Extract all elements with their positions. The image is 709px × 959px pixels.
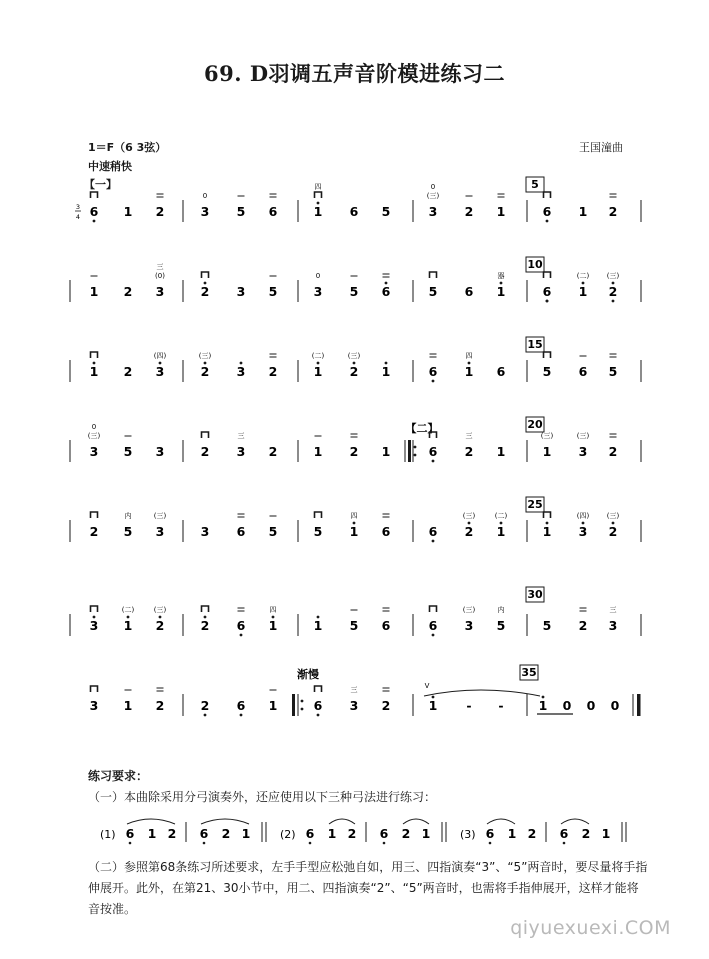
measure-number-box bbox=[526, 177, 544, 192]
note-digit: 3 bbox=[155, 284, 165, 299]
pattern-note: 1 bbox=[421, 826, 431, 841]
measure-number: 35 bbox=[521, 666, 537, 679]
note-digit: 2 bbox=[464, 204, 474, 219]
measure-number-box bbox=[526, 417, 544, 432]
pattern-note: 2 bbox=[401, 826, 411, 841]
pattern-label: (3) bbox=[460, 828, 476, 841]
fingering-mark: (三) bbox=[606, 512, 620, 520]
fingering-mark: (二) bbox=[121, 606, 135, 614]
fingering-mark: (三) bbox=[540, 432, 554, 440]
note-digit: 5 bbox=[381, 204, 391, 219]
fingering-mark: (三) bbox=[87, 432, 101, 440]
octave-dot bbox=[546, 522, 549, 525]
octave-dot bbox=[93, 616, 96, 619]
pattern-label: (2) bbox=[280, 828, 296, 841]
octave-dot bbox=[301, 708, 304, 711]
fingering-mark: (二) bbox=[494, 512, 508, 520]
note-digit: 1 bbox=[123, 618, 133, 633]
note-digit: 2 bbox=[608, 204, 618, 219]
octave-dot bbox=[468, 522, 471, 525]
measure-number-box bbox=[526, 257, 544, 272]
note-digit: 2 bbox=[349, 364, 359, 379]
down-bow-mark bbox=[544, 272, 551, 278]
pattern-note: 1 bbox=[507, 826, 517, 841]
note-digit: 5 bbox=[496, 618, 506, 633]
fingering-mark: 三 bbox=[237, 432, 245, 440]
down-bow-mark bbox=[430, 272, 437, 278]
note-digit: 1 bbox=[542, 524, 552, 539]
note-digit: 1 bbox=[496, 524, 506, 539]
note-digit: 2 bbox=[608, 524, 618, 539]
final-barline bbox=[637, 694, 641, 716]
note-digit: 6 bbox=[236, 618, 246, 633]
fingering-mark: (三) bbox=[198, 352, 212, 360]
note-digit: 0 bbox=[586, 698, 596, 713]
note-digit: 3 bbox=[608, 618, 618, 633]
pattern-note: 2 bbox=[167, 826, 177, 841]
note-digit: 1 bbox=[313, 204, 323, 219]
octave-dot bbox=[612, 300, 615, 303]
pattern-note: 2 bbox=[347, 826, 357, 841]
octave-dot bbox=[500, 282, 503, 285]
octave-dot bbox=[500, 522, 503, 525]
octave-dot bbox=[353, 522, 356, 525]
down-bow-mark bbox=[91, 606, 98, 612]
fingering-mark: 四 bbox=[350, 512, 358, 520]
note-digit: 5 bbox=[349, 618, 359, 633]
fingering-mark: 0 bbox=[91, 423, 97, 431]
note-digit: 6 bbox=[428, 618, 438, 633]
octave-dot bbox=[159, 616, 162, 619]
note-digit: 3 bbox=[313, 284, 323, 299]
octave-dot bbox=[612, 282, 615, 285]
fingering-mark: 四 bbox=[314, 183, 322, 191]
fingering-mark: 三 bbox=[350, 686, 358, 694]
note-digit: 5 bbox=[349, 284, 359, 299]
fingering-mark: 内 bbox=[497, 606, 505, 614]
note-digit: 1 bbox=[89, 284, 99, 299]
note-digit: 3 bbox=[236, 364, 246, 379]
octave-dot bbox=[432, 634, 435, 637]
measure-number: 30 bbox=[527, 588, 543, 601]
note-digit: 2 bbox=[89, 524, 99, 539]
note-digit: 2 bbox=[155, 618, 165, 633]
note-digit: 5 bbox=[123, 524, 133, 539]
down-bow-mark bbox=[544, 192, 551, 198]
octave-dot bbox=[93, 362, 96, 365]
note-digit: 6 bbox=[542, 204, 552, 219]
octave-dot bbox=[240, 362, 243, 365]
octave-dot bbox=[383, 842, 386, 845]
note-digit: 1 bbox=[496, 284, 506, 299]
octave-dot bbox=[204, 616, 207, 619]
note-digit: 1 bbox=[578, 204, 588, 219]
key-signature: 1＝F（6 3弦） bbox=[88, 141, 167, 154]
note-digit: 3 bbox=[428, 204, 438, 219]
note-digit: 2 bbox=[155, 698, 165, 713]
fingering-mark: 四 bbox=[465, 352, 473, 360]
down-bow-mark bbox=[91, 686, 98, 692]
octave-dot bbox=[204, 714, 207, 717]
fingering-mark: (四) bbox=[576, 512, 590, 520]
note-digit: 3 bbox=[464, 618, 474, 633]
note-digit: 5 bbox=[542, 618, 552, 633]
note-digit: 2 bbox=[200, 618, 210, 633]
pattern-note: 6 bbox=[559, 826, 569, 841]
note-digit: 2 bbox=[464, 524, 474, 539]
thick-barline bbox=[292, 694, 295, 716]
note-digit: 1 bbox=[381, 364, 391, 379]
note-digit: 2 bbox=[200, 698, 210, 713]
measure-number-box bbox=[526, 337, 544, 352]
note-digit: 3 bbox=[200, 204, 210, 219]
octave-dot bbox=[432, 540, 435, 543]
note-digit: 1 bbox=[313, 364, 323, 379]
note-digit: 2 bbox=[608, 284, 618, 299]
note-digit: 2 bbox=[123, 284, 133, 299]
down-bow-mark bbox=[91, 192, 98, 198]
breath-mark: V bbox=[424, 682, 430, 690]
octave-dot bbox=[432, 696, 435, 699]
note-digit: 6 bbox=[236, 524, 246, 539]
measure-number-box bbox=[526, 587, 544, 602]
note-digit: 1 bbox=[313, 618, 323, 633]
pattern-note: 6 bbox=[305, 826, 315, 841]
slur bbox=[201, 819, 249, 824]
note-digit: 1 bbox=[428, 698, 438, 713]
octave-dot bbox=[317, 362, 320, 365]
octave-dot bbox=[563, 842, 566, 845]
time-signature-top: 3 bbox=[75, 203, 81, 211]
note-digit: 2 bbox=[608, 444, 618, 459]
note-digit: 3 bbox=[155, 364, 165, 379]
time-signature-bottom: 4 bbox=[75, 213, 81, 221]
fingering-mark: (二) bbox=[311, 352, 325, 360]
note-digit: 6 bbox=[428, 444, 438, 459]
note-digit: 3 bbox=[236, 284, 246, 299]
fingering-mark: (三) bbox=[153, 606, 167, 614]
octave-dot bbox=[542, 696, 545, 699]
down-bow-mark bbox=[91, 512, 98, 518]
pattern-note: 2 bbox=[221, 826, 231, 841]
fingering-mark: (三) bbox=[606, 272, 620, 280]
note-digit: 5 bbox=[608, 364, 618, 379]
fingering-mark: (三) bbox=[576, 432, 590, 440]
note-digit: 1 bbox=[268, 698, 278, 713]
down-bow-mark bbox=[544, 512, 551, 518]
fingering-mark: 内 bbox=[124, 512, 132, 520]
ritardando-marking: 渐慢 bbox=[297, 668, 319, 681]
octave-dot bbox=[159, 362, 162, 365]
note-digit: 6 bbox=[381, 284, 391, 299]
octave-dot bbox=[317, 202, 320, 205]
note-digit: 3 bbox=[236, 444, 246, 459]
down-bow-mark bbox=[315, 686, 322, 692]
note-digit: 3 bbox=[578, 444, 588, 459]
note-digit: 5 bbox=[313, 524, 323, 539]
note-digit: 6 bbox=[313, 698, 323, 713]
measure-number: 5 bbox=[531, 178, 539, 191]
note-digit: 2 bbox=[268, 364, 278, 379]
pattern-note: 2 bbox=[581, 826, 591, 841]
note-digit: 6 bbox=[428, 524, 438, 539]
fingering-mark: (三) bbox=[426, 192, 440, 200]
site-watermark: qiyuexuexi.COM bbox=[510, 917, 671, 939]
note-digit: 5 bbox=[268, 524, 278, 539]
pattern-note: 6 bbox=[125, 826, 135, 841]
measure-number-box bbox=[520, 665, 538, 680]
note-digit: 6 bbox=[496, 364, 506, 379]
pattern-note: 1 bbox=[241, 826, 251, 841]
requirements-heading: 练习要求： bbox=[88, 769, 149, 783]
octave-dot bbox=[309, 842, 312, 845]
slur bbox=[403, 819, 429, 824]
octave-dot bbox=[546, 220, 549, 223]
slur bbox=[487, 819, 515, 824]
note-digit: 0 bbox=[562, 698, 572, 713]
pattern-note: 6 bbox=[379, 826, 389, 841]
fingering-mark: 四 bbox=[269, 606, 277, 614]
note-digit: 1 bbox=[578, 284, 588, 299]
octave-dot bbox=[468, 362, 471, 365]
note-digit: 6 bbox=[349, 204, 359, 219]
octave-dot bbox=[204, 282, 207, 285]
note-digit: 2 bbox=[578, 618, 588, 633]
fingering-mark: (二) bbox=[576, 272, 590, 280]
pattern-note: 6 bbox=[199, 826, 209, 841]
piece-title: 69. D羽调五声音阶模进练习二 bbox=[203, 61, 506, 86]
octave-dot bbox=[489, 842, 492, 845]
fingering-mark: 器 bbox=[497, 272, 505, 280]
octave-dot bbox=[385, 282, 388, 285]
note-digit: 6 bbox=[578, 364, 588, 379]
note-digit: 1 bbox=[123, 204, 133, 219]
note-digit: - bbox=[498, 698, 504, 713]
octave-dot bbox=[240, 634, 243, 637]
octave-dot bbox=[301, 700, 304, 703]
octave-dot bbox=[203, 842, 206, 845]
thick-barline bbox=[408, 440, 411, 462]
pattern-note: 6 bbox=[485, 826, 495, 841]
note-digit: 1 bbox=[313, 444, 323, 459]
note-digit: 3 bbox=[89, 444, 99, 459]
note-digit: 6 bbox=[428, 364, 438, 379]
section-two-label: 【二】 bbox=[405, 422, 439, 435]
note-digit: 3 bbox=[155, 444, 165, 459]
requirements-para1: （一）本曲除采用分弓演奏外，还应使用以下三种弓法进行练习： bbox=[88, 790, 437, 804]
note-digit: 6 bbox=[464, 284, 474, 299]
note-digit: 6 bbox=[381, 524, 391, 539]
slur bbox=[127, 819, 175, 824]
note-digit: 1 bbox=[464, 364, 474, 379]
down-bow-mark bbox=[315, 192, 322, 198]
bowing-patterns bbox=[0, 810, 709, 850]
note-digit: 3 bbox=[578, 524, 588, 539]
octave-dot bbox=[240, 714, 243, 717]
note-digit: 2 bbox=[123, 364, 133, 379]
note-digit: 1 bbox=[538, 698, 548, 713]
octave-dot bbox=[582, 522, 585, 525]
requirements-para2: （二）参照第68条练习所述要求，左手手型应松弛自如，用三、四指演奏“3”、“5”两音时，要尽量将手指伸展开。此外，在第21、30小节中，用二、四指演奏“2”、“5”两音时，也需将手指伸展开，这样才能将音按准。 bbox=[88, 860, 648, 916]
note-digit: 1 bbox=[542, 444, 552, 459]
measure-number: 15 bbox=[527, 338, 543, 351]
note-digit: - bbox=[466, 698, 472, 713]
measure-number: 25 bbox=[527, 498, 543, 511]
note-digit: 6 bbox=[89, 204, 99, 219]
measure-number-box bbox=[526, 497, 544, 512]
note-digit: 5 bbox=[428, 284, 438, 299]
note-digit: 1 bbox=[123, 698, 133, 713]
octave-dot bbox=[93, 220, 96, 223]
fingering-mark: (0) bbox=[155, 272, 165, 280]
fingering-mark: (三) bbox=[347, 352, 361, 360]
pattern-note: 1 bbox=[601, 826, 611, 841]
note-digit: 2 bbox=[268, 444, 278, 459]
octave-dot bbox=[546, 300, 549, 303]
octave-dot bbox=[272, 616, 275, 619]
note-digit: 1 bbox=[496, 444, 506, 459]
note-digit: 1 bbox=[349, 524, 359, 539]
fingering-mark: (三) bbox=[462, 606, 476, 614]
note-digit: 3 bbox=[349, 698, 359, 713]
fingering-mark: (四) bbox=[153, 352, 167, 360]
octave-dot bbox=[432, 460, 435, 463]
pattern-note: 1 bbox=[327, 826, 337, 841]
pattern-note: 2 bbox=[527, 826, 537, 841]
fingering-mark: 0 bbox=[315, 272, 321, 280]
fingering-mark: 三 bbox=[609, 606, 617, 614]
down-bow-mark bbox=[202, 606, 209, 612]
note-digit: 3 bbox=[89, 618, 99, 633]
slur bbox=[561, 819, 589, 824]
measure-number: 20 bbox=[527, 418, 543, 431]
octave-dot bbox=[317, 714, 320, 717]
octave-dot bbox=[546, 300, 549, 303]
octave-dot bbox=[317, 616, 320, 619]
note-digit: 2 bbox=[200, 444, 210, 459]
fingering-mark: (三) bbox=[462, 512, 476, 520]
fingering-mark: (三) bbox=[153, 512, 167, 520]
note-digit: 5 bbox=[123, 444, 133, 459]
down-bow-mark bbox=[202, 432, 209, 438]
octave-dot bbox=[582, 282, 585, 285]
note-digit: 3 bbox=[155, 524, 165, 539]
octave-dot bbox=[353, 362, 356, 365]
tie bbox=[424, 690, 540, 696]
down-bow-mark bbox=[544, 352, 551, 358]
octave-dot bbox=[129, 842, 132, 845]
octave-dot bbox=[612, 522, 615, 525]
note-digit: 2 bbox=[155, 204, 165, 219]
note-digit: 2 bbox=[200, 284, 210, 299]
octave-dot bbox=[204, 362, 207, 365]
note-digit: 5 bbox=[542, 364, 552, 379]
pattern-note: 1 bbox=[147, 826, 157, 841]
note-digit: 2 bbox=[349, 444, 359, 459]
note-digit: 6 bbox=[268, 204, 278, 219]
note-digit: 3 bbox=[89, 698, 99, 713]
note-digit: 2 bbox=[464, 444, 474, 459]
down-bow-mark bbox=[315, 512, 322, 518]
down-bow-mark bbox=[430, 606, 437, 612]
note-digit: 3 bbox=[200, 524, 210, 539]
composer: 王国潼曲 bbox=[579, 141, 623, 154]
octave-dot bbox=[432, 380, 435, 383]
note-digit: 6 bbox=[236, 698, 246, 713]
note-digit: 2 bbox=[200, 364, 210, 379]
note-digit: 6 bbox=[381, 618, 391, 633]
octave-dot bbox=[414, 454, 417, 457]
note-digit: 1 bbox=[268, 618, 278, 633]
down-bow-mark bbox=[430, 432, 437, 438]
note-digit: 1 bbox=[89, 364, 99, 379]
octave-dot bbox=[127, 616, 130, 619]
note-digit: 2 bbox=[381, 698, 391, 713]
note-digit: 1 bbox=[381, 444, 391, 459]
down-bow-mark bbox=[202, 272, 209, 278]
section-one-label: 【一】 bbox=[84, 178, 117, 191]
note-digit: 5 bbox=[236, 204, 246, 219]
measure-number: 10 bbox=[527, 258, 543, 271]
fingering-mark: 0 bbox=[202, 192, 208, 200]
note-digit: 5 bbox=[268, 284, 278, 299]
fingering-mark: 三 bbox=[156, 263, 164, 271]
fingering-mark: 三 bbox=[465, 432, 473, 440]
pattern-label: (1) bbox=[100, 828, 116, 841]
fingering-mark: 0 bbox=[430, 183, 436, 191]
octave-dot bbox=[385, 362, 388, 365]
note-digit: 0 bbox=[610, 698, 620, 713]
tempo-marking: 中速稍快 bbox=[88, 160, 132, 173]
note-digit: 1 bbox=[496, 204, 506, 219]
slur bbox=[329, 819, 355, 824]
down-bow-mark bbox=[91, 352, 98, 358]
note-digit: 6 bbox=[542, 284, 552, 299]
octave-dot bbox=[414, 446, 417, 449]
